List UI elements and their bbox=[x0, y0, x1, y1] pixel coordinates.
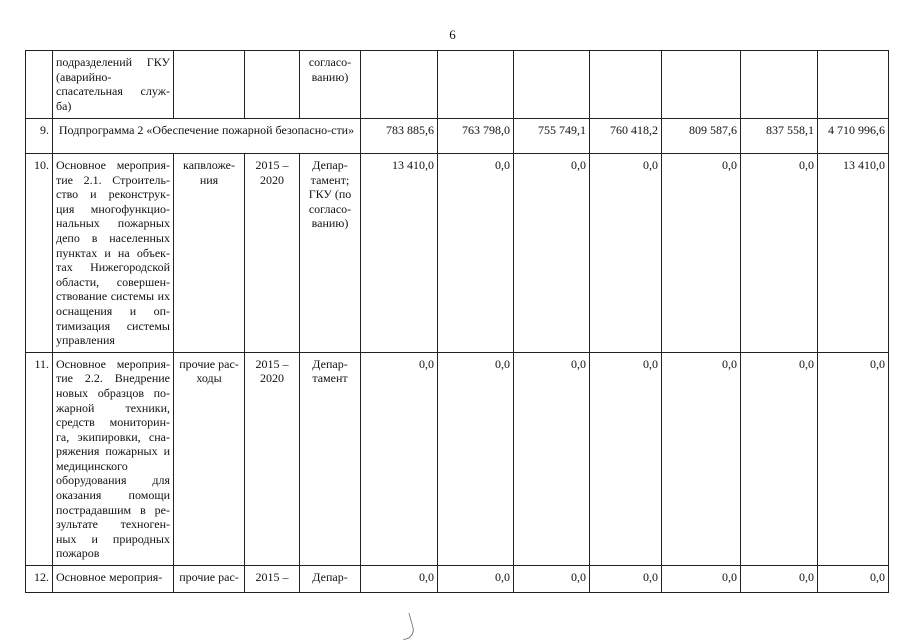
value-cell: 0,0 bbox=[741, 566, 818, 593]
value-cell bbox=[590, 51, 662, 119]
activity-name: Основное мероприя- bbox=[53, 566, 174, 593]
value-cell: 809 587,6 bbox=[662, 119, 741, 154]
period: 2015 – 2020 bbox=[245, 352, 300, 565]
value-cell: 0,0 bbox=[818, 566, 889, 593]
value-cell bbox=[662, 51, 741, 119]
row-number: 12. bbox=[26, 566, 53, 593]
executor: Депар-тамент; ГКУ (по согласо-ванию) bbox=[300, 154, 361, 353]
value-cell bbox=[741, 51, 818, 119]
row-number: 11. bbox=[26, 352, 53, 565]
value-cell: 0,0 bbox=[662, 566, 741, 593]
value-cell: 0,0 bbox=[514, 352, 590, 565]
table-row bbox=[26, 566, 889, 593]
value-cell: 0,0 bbox=[662, 352, 741, 565]
period: 2015 – 2020 bbox=[245, 154, 300, 353]
activity-name: подразделений ГКУ (аварийно-спасательная служ-ба) bbox=[53, 51, 174, 119]
activity-name: Основное мероприя-тие 2.2. Внедрение новых образцов по-жарной техники, средств мониторин-га, экипировки, сна-ряжения пожарных и медицинского оборудования для оказания помощи пострадавшим в ре-зультате техноген-ных и природных пожаров bbox=[53, 352, 174, 565]
table-row bbox=[26, 154, 889, 353]
value-cell: 0,0 bbox=[590, 566, 662, 593]
table-row bbox=[26, 119, 889, 154]
period bbox=[245, 51, 300, 119]
value-cell: 0,0 bbox=[438, 352, 514, 565]
value-cell: 0,0 bbox=[361, 566, 438, 593]
value-cell: 0,0 bbox=[662, 154, 741, 353]
row-number: 9. bbox=[26, 119, 53, 154]
value-cell bbox=[514, 51, 590, 119]
value-cell: 0,0 bbox=[590, 154, 662, 353]
value-cell: 0,0 bbox=[438, 566, 514, 593]
page-number: 6 bbox=[449, 27, 456, 42]
value-cell: 755 749,1 bbox=[514, 119, 590, 154]
row-number: 10. bbox=[26, 154, 53, 353]
program-table bbox=[25, 50, 889, 593]
value-cell: 0,0 bbox=[818, 352, 889, 565]
pen-mark bbox=[397, 613, 416, 640]
value-cell: 13 410,0 bbox=[818, 154, 889, 353]
value-cell: 763 798,0 bbox=[438, 119, 514, 154]
row-number bbox=[26, 51, 53, 119]
value-cell bbox=[818, 51, 889, 119]
value-cell: 0,0 bbox=[741, 154, 818, 353]
expense-type bbox=[174, 51, 245, 119]
executor: согласо-ванию) bbox=[300, 51, 361, 119]
value-cell: 0,0 bbox=[514, 566, 590, 593]
executor: Депар- bbox=[300, 566, 361, 593]
subprogram-title: Подпрограмма 2 «Обеспечение пожарной безопасно-сти» bbox=[53, 119, 361, 154]
period: 2015 – bbox=[245, 566, 300, 593]
activity-name: Основное мероприя-тие 2.1. Строитель-ство и реконструк-ция многофункцио-нальных пожарных депо в населенных пунктах и на объек-тах Нижегородской области, совершен-ствование системы их оснащения и оп-тимизация системы управления bbox=[53, 154, 174, 353]
value-cell: 13 410,0 bbox=[361, 154, 438, 353]
value-cell: 837 558,1 bbox=[741, 119, 818, 154]
value-cell: 0,0 bbox=[361, 352, 438, 565]
value-cell: 4 710 996,6 bbox=[818, 119, 889, 154]
value-cell bbox=[438, 51, 514, 119]
table-row bbox=[26, 352, 889, 565]
expense-type: прочие рас-ходы bbox=[174, 352, 245, 565]
table-row bbox=[26, 51, 889, 119]
expense-type: капвложе-ния bbox=[174, 154, 245, 353]
value-cell: 760 418,2 bbox=[590, 119, 662, 154]
value-cell bbox=[361, 51, 438, 119]
executor: Депар-тамент bbox=[300, 352, 361, 565]
value-cell: 0,0 bbox=[590, 352, 662, 565]
value-cell: 0,0 bbox=[741, 352, 818, 565]
expense-type: прочие рас- bbox=[174, 566, 245, 593]
value-cell: 0,0 bbox=[438, 154, 514, 353]
value-cell: 0,0 bbox=[514, 154, 590, 353]
value-cell: 783 885,6 bbox=[361, 119, 438, 154]
